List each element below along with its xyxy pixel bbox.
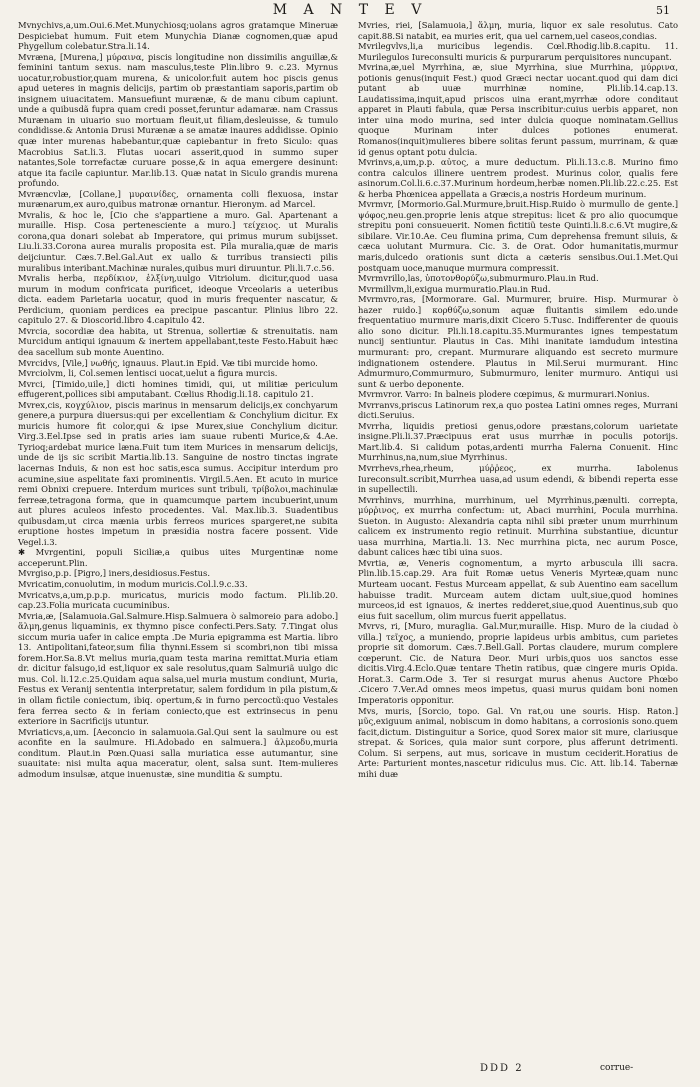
entry: Mvricatvs,a,um,p.p.p. muricatus, muricis modo factum. Pli.lib.20. cap.23.Folia muricata cucuminibus. (18, 589, 338, 611)
entry: Mvrmillvm,li,exigua murmuratio.Plau.in Rud. (358, 283, 551, 294)
entry: Mvriaticvs,a,um. [Aeconcio in salamuoia.Gal.Qui sent la saulmure ou est aconfite en la saulmure. Hi.Adobado en salmuera.] ἁλμεοδυ,muria conditum. Plaut.in Pœn.Quasi salla muriatica esse autumantur, sine suauitate: nisi multa aqua maceratur, olent, salsa sunt. Item-mulieres admodum insulsæ, atque inuenustæ, sine munditia & sumptu. (18, 726, 338, 779)
entry: Mvricatim,conuolutim, in modum muricis.Col.l.9.c.33. (18, 578, 248, 589)
entry: Mvnychivs,a,um.Oui.6.Met.Munychiosq;uolans agros gratamque Mineruæ Despiciebat humum. Fuit etem Munychia Dianæ cognomen,quæ apud Phygellum colebatur.Stra.li.14. (18, 20, 338, 52)
entry: Mvrina,æ,uel Myrrhina, æ, siue Myrrhina, siue Murrhina, μύρρινα, potionis genus(inquit Fest.) quod Græci nectar uocant.quod qui dam dici putant ab uuæ murrhinæ nomine, Pli.lib.14.cap.13. Laudatissima,inquit,apud priscos uina erant,myrrhæ odore conditaut apparet in Plauti fabula, quæ Persa inscribitur:cuius uerbis apparet, non inter uina modo murina, sed inter dulcia quoque nominatam.Gellius quoque Murinam inter dulces potiones enumerat. Romanos(inquit)mulieres bibere solitas ferunt passum, murrinam, & quæ id genus optant potu dulcia. (358, 62, 678, 157)
entry: Mvrcia, socordiæ dea habita, ut Strenua, sollertiæ & strenuitatis. nam Murcidum antiqui ignauum & inertem appellabant,teste Festo.Habuit hæc dea sacellum sub monte Auentino. (18, 325, 338, 357)
entry: Mvræna, [Murena,] μύραινα, piscis longitudine non dissimilis anguillæ,& feminini tantum sexus. nam masculus,teste Plin.libro 9. c.23. Myrnus uocatur,robustior,quam murena, & unicolor.fuit autem hoc piscis genus apud ueteres in magnis delicijs, partim ob præstantiam saporis,partim ob insignem uiuacitatem. Mansuefiunt murænæ, & de manu cibum capiunt. unde a quibusdã fupra quam credi posset,feruntur adamaræ. nam Crassus Murænam in uiuario suo mortuam fleuit,ut filiam,desleuisse, & tumulo condidisse.& Antonia Drusi Murænæ a se amatæ inaures addidisse. Opinio quæ inter murenas habebantur,quæ capiebantur in freto Siculo: quas Macrobius Sat.li.3. Flutas uocari asserit,quod in summo super natantes,Sole torrefactæ curuare posse,& in aqua emergere desinunt: atque ita facile capiuntur. Mar.lib.13. Quæ natat in Siculo grandis murena profundo. (18, 51, 338, 189)
entry: ✱ Mvrgentini, populi Siciliæ,a quibus uites Murgentinæ nome acceperunt.Plin. (18, 547, 338, 568)
entry: Mvræncvlæ, [Collane,] μυραινίδες, ornamenta colli flexuosa, instar murænarum,ex auro,quibus matronæ ornantur. Hieronym. ad Marcel. (18, 188, 338, 210)
entry: Mvrcidvs, [Vile,] νωθής, ignauus. Plaut.in Epid. Væ tibi murcide homo. (18, 357, 318, 368)
entry: Mvrgiso,p.p. [Pigro,] iners,desidiosus.Festus. (18, 568, 210, 579)
entry: Mvrrhevs,rhea,rheum, μύῤῥεος, ex murrha. Iabolenus Iureconsult.scribit,Murrhea uasa,ad usum edendi, & bibendi reperta esse in supellectili. (358, 462, 678, 495)
entry: Mvrmvrillo,las, ὑποτονθορύζω,submurmuro.Plau.in Rud. (358, 273, 599, 284)
page-number: 51 (656, 4, 670, 17)
entry: Mvrtia, æ, Veneris cognomentum, a myrto arbuscula illi sacra. Plin.lib.15.cap.29. Ara fuit Romæ uetus Veneris Myrteæ,quam nunc Murteam uocant. Festus Murceam appellat, & sub Auentino eam sacellum habuisse tradit. Murceam autem dictam uult,siue,quod homines murceos,id est ignauos, & inertes redderet,siue,quod Auentinus,sub quo eius fuit sacellum, olim murcus fuerit appellatus. (358, 557, 678, 621)
entry: Mvrex,cis, κογχύλιον, piscis marinus in mensarum delicijs,ex conchyarum genere,a purpura diuersus:qui per excellentiam & Conchylium dicitur. Ex muricis humore fit color,qui & ipse Murex,siue Conchylium dicitur. Virg.3.Eel.Ipse sed in pratis aries iam suaue rubenti Murice,& 4.Ae. Tyrioq;ardebat murice læna.Fuit tum item Murices in mensarum delicijs, unde de ijs sic scribit Martia.lib.13. Sanguine de nostro tinctas ingrate lacernas Induis, & non est hoc satis,esca sumus. Accipitur interdum pro acumine,siue aspelitate faxi prominentis. Virgil.5.Aen. Et acuto in murice remi Obnixi crepuere. Interdum murices sunt tribuli, τρίβολοι,machinulæ ferreæ,tetragona forma, que in quamcumque partem incubuerint,unum aut plures aculeos infesto procedentes. Val. Max.lib.3. Suadentibus quibusdam,ut circa mænia urbis ferreos murices spargeret,ne subita eruptione hostes impetum in præsidia nostra facere possent. Vide Vegel.i.3. (18, 399, 338, 547)
entry: Mvrrhinvs, murrhina, murrhinum, uel Myrrhinus,pænulti. correpta, μύρῥινος, ex murrha confectum: ut, Abaci murrhini, Pocula murrhina. Sueton. in Augusto: Alexandria capta nihil sibi præter unum murrhinum calicem ex instrumento regio retinuit. Murrhina substantiue, dicuntur uasa murrhina, Martia.li. 13. Nec murrhina picta, nec aurum Posce, dabunt calices hæc tibi uina suos. (358, 494, 678, 558)
entry: Mvrciolvm, li, Col.semen lentisci uocat,uelut a figura murcis. (18, 368, 278, 379)
entry: Mvrinvs,a,um,p.p. αὐτος, a mure deductum. Pli.li.13.c.8. Murino fimo contra calculos illinere uentrem prodest. Murinus color, qualis fere asinorum.Col.li.6.c.37.Murinum hordeum,herbæ nomen.Pli.lib.22.c.25. Est & herba Phœnicea appellata a Græcis,a nostris Hordeum murinum. (358, 157, 678, 199)
entry: Mvrmvror. Varro: In balneis plodere cœpimus, & murmurari.Nonius. (358, 389, 650, 400)
entry: Mvrvs, ri, [Muro, muraglia. Gal.Mur,muraille. Hisp. Muro de la ciudad ò villa.] τεῖχος, a muniendo, proprie lapideus urbis ambitus, cum parietes proprie sit domorum. Cæs.7.Bell.Gall. Portas claudere, murum complere cœperunt. Cic. de Natura Deor. Muri urbis,quos uos sanctos esse dicitis.Virg.4.Eclo.Quæ tentare Thetin ratibus, quæ cingere muris Opida. Horat.3. Carm.Ode 3. Ter si resurgat murus ahenus Auctore Phœbo .Cicero 7.Ver.Ad omnes meos impetus, quasi murus quidam boni nomen Imperatoris opponitur. (358, 621, 678, 705)
entry: Mvrranvs,priscus Latinorum rex,a quo postea Latini omnes reges, Murrani dicti.Seruius. (358, 399, 678, 421)
entry: Mvrmvro,ras, [Mormorare. Gal. Murmurer, bruire. Hisp. Murmurar ò hazer ruido.] κορθύζω,sonum aquæ fluitantis similem edo.unde frequentatiuo murmure maris,dixit Cicero 5.Tusc. Indifferenter de quouis alio sono dicitur. Pli.li.18.capitu.35.Murmurantes ignes tempestatum nuncij sentiuntur. Plautus in Cas. Mihi inanitate iamdudum intestina murmurant: pro, crepant. Murmurare aliquando est secreto murmure indignationem ostendere. Plautus in Mil.Serui murmurant. Hinc Admurmuro,Commurmuro, Submurmuro, leniter murmuro. Antiqui usi sunt & uerbo deponente. (358, 294, 678, 389)
signature-mark: DDD 2 (480, 1063, 524, 1074)
entry: Mvralis, & hoc le, [Cio che s'appartiene a muro. Gal. Apartenant a muraille. Hisp. Cosa pertenesciente a muro.] τείχειος. ut Muralis corona,qua donari solebat ab Imperatore, qui primus murum subijsset. Liu.li.33.Corona aurea muralis proposita est. Pila muralia,quæ de maris deijciuntur. Cæs.7.Bel.Gal.Aut ex uallo & turribus transiecti pilis muralibus interibant.Machinæ nurales,quibus muri diruuntur. Pli.li.7.c.56. (18, 209, 338, 273)
left-column (18, 20, 338, 779)
page-header (0, 0, 700, 18)
catchword: corrue- (600, 1063, 634, 1073)
running-head: M A N T E V (272, 2, 428, 18)
entry: Mvrmvr, [Mormorio.Gal.Murmure,bruit.Hisp.Ruido ò murmullo de gente.] ψόφος,neu.gen.proprie lenis atque strepitus: licet & pro alio quocumque strepitu poni consueuerit. Nomen fictitiũ teste Quinti.li.8.c.6.Vt mugire,& sibilare. Vir.10.Ae. Ceu flumina prima, Cum deprehensa fremunt siluis, & cæca uolutant Murmura. Cic. 3. de Orat. Odor humanitatis,murmur maris,dulcedo orationis sunt dicta a cæteris sensibus.Oui.1.Met.Qui postquam uoce,manuque murmura compressit. (358, 199, 678, 273)
entry: Mvrilegvlvs,li,a muricibus legendis. Cœl.Rhodig.lib.8.capitu. 11. Murilegulos Iureconsulti muricis & purpurarum perquisitores nuncupant. (358, 41, 678, 62)
right-column (358, 20, 678, 779)
entry: Mvria,æ, [Salamuoia.Gal.Salmure.Hisp.Salmuera ò salmoreio para adobo.] ἅλμη,genus liquaminis, ex thymno pisce confecti.Pers.Saty. 7.Tingat olus siccum muria uafer in calice empta .De Muria epigramma est Martia. libro 13. Antipolitani,fateor,sum filia thynni.Essem si scombri,non tibi missa forem.Hor.Sa.8.Vt melius muria,quam testa marina remittat.Muria etiam dr. dicitur falsugo,id est,liquor ex sale resolutus,quam Salmuriã uulgo dic mus. Col. li.12.c.25.Quidam aqua salsa,uel muria mustum condiunt, Muria, Festus ex Veranij sententia interpretatur, salem fordidum in pila pistum,& in ollam fictile coniectum, ibiq. opertum,& in furno percoctũ:quo Vestales fera ferrea secto & in feriam coniecto,que est extrinsecus in penu exteriore in Sacrificijs utuntur. (18, 610, 338, 727)
entry: Mvralis herba, περδίκιον, ἑλξίνη,uulgo Vitriolum. dicitur,quod uasa murum in modum confricata purificet, ideoque Vrceolaris a ueteribus dicta. eadem Parietaria uocatur, quod in muris frequenter nascatur, & Perdicium, quoniam perdices ea precipue pascantur. Plinius libro 22. capitulo 27. & Dioscorid.libro 4.capitulo 42. (18, 273, 338, 326)
entry: Mvries, riei, [Salamuoia,] ἅλμη, muria, liquor ex sale resolutus. Cato capit.88.Si natabit, ea muries erit, qua uel carnem,uel caseos,condias. (358, 20, 678, 41)
entry: Mvs, muris, [Sorcio, topo. Gal. Vn rat,ou une souris. Hisp. Raton.] μῦς,exiguum animal, nobiscum in domo habitans, a corrosionis sono.quem facit,dictum. Distinguitur a Sorice, quod Sorex maior sit mure, clariusque strepat. & Sorices, quia maior sunt corpore, plus afferunt detrimenti. Colum. Si serpens, aut mus, soricave in mustum ceciderit.Horatius de Arte: Parturient montes,nascetur ridiculus mus. Cic. Att. lib.14. Tabernæ mihi duæ (358, 705, 678, 779)
entry: Mvrci, [Timido,uile,] dicti homines timidi, qui, ut militiæ periculum effugerent,pollices sibi amputabant. Cœlius Rhodig.li.18. capitulo 21. (18, 378, 338, 400)
entry: Mvrrha, liquidis pretiosi genus,odore præstans,colorum uarietate insigne.Pli.li.37.Præcipuus erat usus murrhæ in poculis potorijs. Mart.lib.4. Si calidum potas,ardenti murrha Falerna Conuenit. Hinc Murrhinus,na,num,siue Myrrhinus. (358, 420, 678, 463)
